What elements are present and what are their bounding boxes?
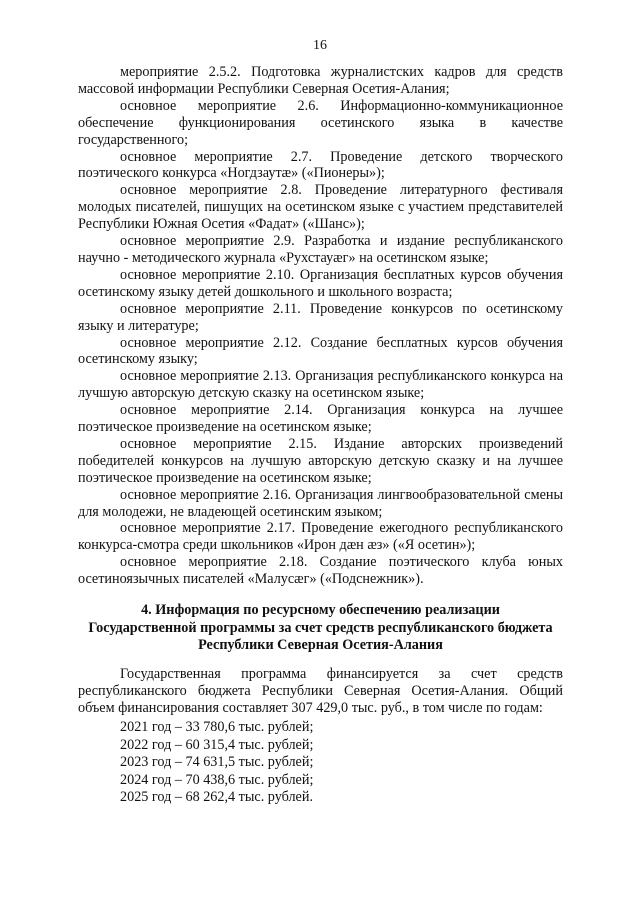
list-item: основное мероприятие 2.6. Информационно-коммуникационное обеспечение функционирования осетинского языка в качестве государственного; bbox=[78, 97, 563, 148]
yearly-funding-item: 2022 год – 60 315,4 тыс. рублей; bbox=[120, 736, 314, 753]
yearly-funding-list bbox=[120, 719, 313, 807]
yearly-funding-item: 2025 год – 68 262,4 тыс. рублей. bbox=[120, 789, 313, 806]
list-item: основное мероприятие 2.12. Создание бесплатных курсов обучения осетинскому языку; bbox=[78, 334, 563, 368]
list-item: основное мероприятие 2.8. Проведение литературного фестиваля молодых писателей, пишущих на осетинском языке с участием представителей Республики Южная Осетия «Фадат» («Шанс»); bbox=[78, 182, 563, 233]
section-heading-line: 4. Информация по ресурсному обеспечению реализации bbox=[141, 602, 500, 618]
list-item: основное мероприятие 2.9. Разработка и издание республиканского научно - методического журнала «Рухстауæг» на осетинском языке; bbox=[78, 233, 563, 266]
list-item: основное мероприятие 2.15. Издание авторских произведений победителей конкурсов на лучшую авторскую детскую сказку и на лучшее поэтическое произведение на осетинском языке; bbox=[78, 435, 563, 486]
yearly-funding-item: 2023 год – 74 631,5 тыс. рублей; bbox=[120, 754, 314, 771]
page-number: 16 bbox=[313, 38, 327, 53]
list-item: основное мероприятие 2.18. Создание поэтического клуба юных осетиноязычных писателей «Малусæг» («Подснежник»). bbox=[78, 554, 563, 588]
section-heading-line: Государственной программы за счет средств республиканского бюджета bbox=[88, 619, 553, 636]
yearly-funding-item: 2021 год – 33 780,6 тыс. рублей; bbox=[120, 719, 314, 735]
list-item: основное мероприятие 2.7. Проведение детского творческого поэтического конкурса «Ногдзаутæ» («Пионеры»); bbox=[78, 148, 563, 182]
funding-paragraph bbox=[78, 666, 563, 717]
activities-list bbox=[78, 64, 563, 588]
section-heading bbox=[78, 602, 563, 655]
list-item: основное мероприятие 2.16. Организация лингвообразовательной смены для молодежи, не владеющей осетинским языком; bbox=[78, 486, 563, 520]
section-heading-line: Республики Северная Осетия-Алания bbox=[198, 637, 443, 653]
list-item: основное мероприятие 2.17. Проведение ежегодного республиканского конкурса-смотра среди школьников «Ирон дæн æз» («Я осетин»); bbox=[78, 520, 563, 554]
list-item: основное мероприятие 2.13. Организация республиканского конкурса на лучшую авторскую детскую сказку на осетинском языке; bbox=[78, 368, 563, 402]
list-item: основное мероприятие 2.10. Организация бесплатных курсов обучения осетинскому языку детей дошкольного и школьного возраста; bbox=[78, 266, 563, 300]
list-item: основное мероприятие 2.14. Организация конкурса на лучшее поэтическое произведение на осетинском языке; bbox=[78, 402, 563, 436]
list-item: основное мероприятие 2.11. Проведение конкурсов по осетинскому языку и литературе; bbox=[78, 300, 563, 334]
list-item: мероприятие 2.5.2. Подготовка журналистских кадров для средств массовой информации Республики Северная Осетия-Алания; bbox=[78, 64, 563, 97]
yearly-funding-item: 2024 год – 70 438,6 тыс. рублей; bbox=[120, 771, 314, 788]
funding-text: Государственная программа финансируется за счет средств республиканского бюджета Республики Северная Осетия-Алания. Общий объем финансирования составляет 307 429,0 тыс. руб., в том числе по годам: bbox=[78, 666, 563, 716]
